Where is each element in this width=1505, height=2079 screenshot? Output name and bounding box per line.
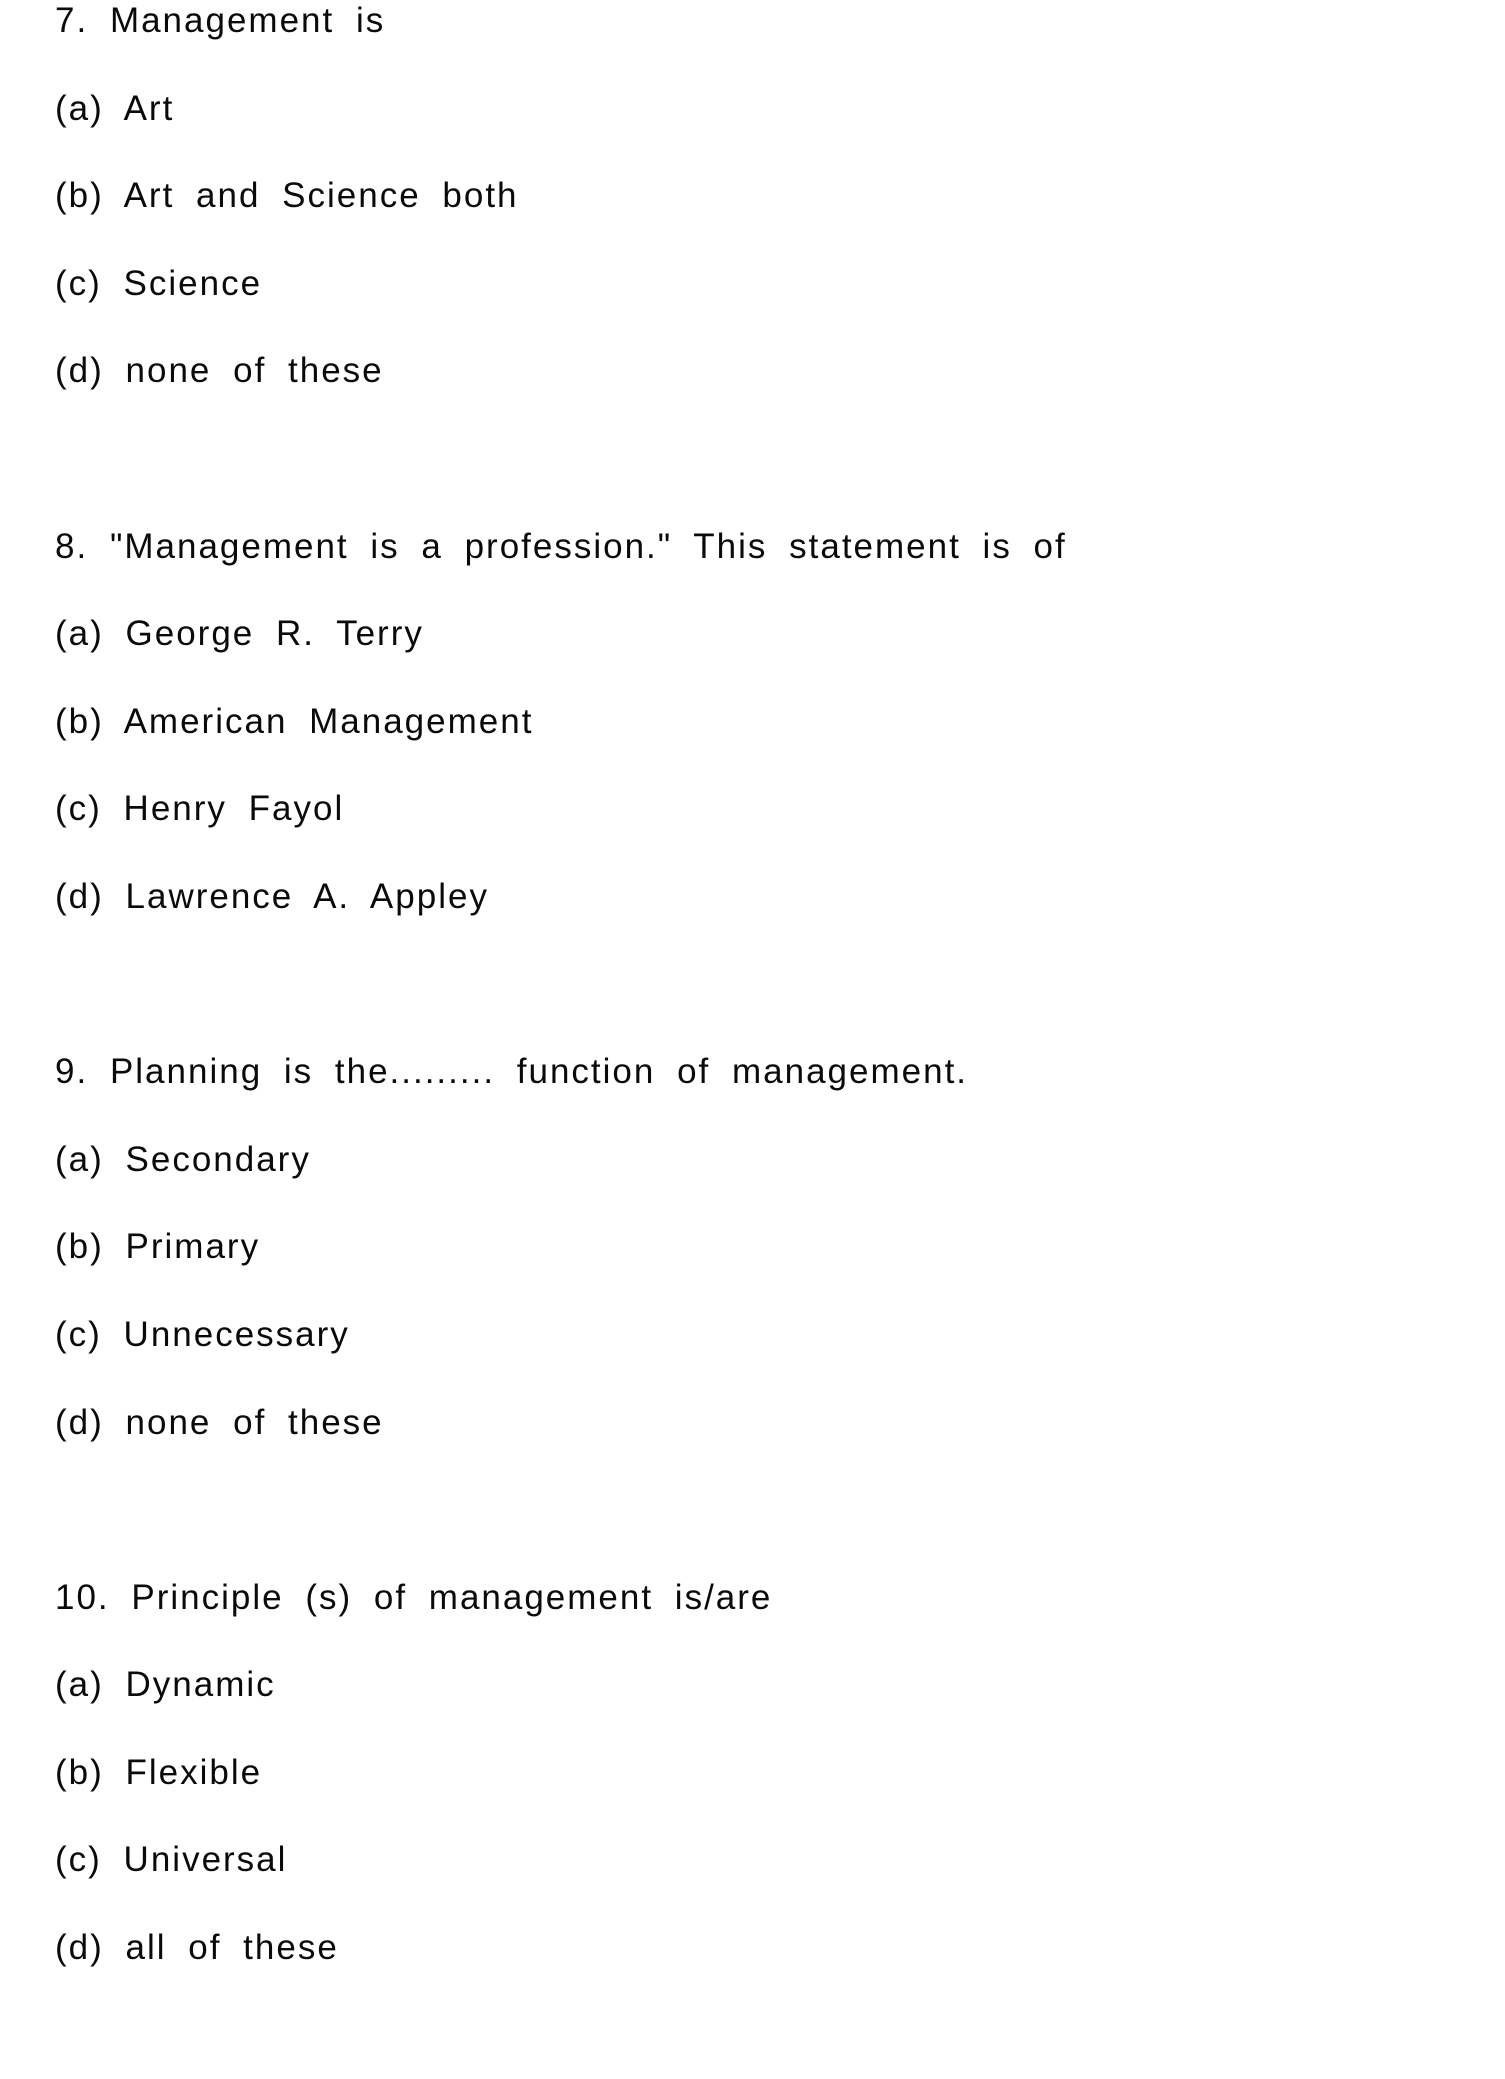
question-stem [55, 503, 1505, 591]
option-a [55, 590, 1505, 678]
option-text: Flexible [125, 1752, 263, 1792]
question-text: Planning is the......... function of management. [109, 1052, 969, 1092]
question-stem [55, 1028, 1505, 1116]
option-b [55, 1729, 1505, 1817]
option-d [55, 327, 1505, 415]
option-label: (a) [55, 1665, 104, 1705]
question-text: Management is [109, 1, 386, 40]
option-label: (c) [55, 263, 102, 303]
option-text: American Management [123, 701, 534, 741]
option-a [55, 1116, 1505, 1204]
option-text: Unnecessary [123, 1314, 350, 1354]
option-label: (a) [55, 614, 104, 654]
option-d [55, 1379, 1505, 1467]
option-a [55, 1641, 1505, 1729]
question-10 [55, 1554, 1505, 1992]
option-label: (d) [55, 1402, 104, 1442]
option-text: none of these [125, 351, 384, 391]
option-text: Primary [125, 1227, 261, 1267]
option-b [55, 678, 1505, 766]
option-label: (c) [55, 1840, 102, 1880]
option-text: Art [123, 88, 175, 128]
question-number: 9. [55, 1052, 89, 1092]
option-label: (d) [55, 351, 104, 391]
option-text: Art and Science both [123, 176, 519, 216]
option-label: (d) [55, 876, 104, 916]
option-label: (c) [55, 789, 102, 829]
option-c [55, 1291, 1505, 1379]
question-text: "Management is a profession." This statement is of [109, 526, 1067, 566]
question-8 [55, 503, 1505, 941]
option-label: (b) [55, 1752, 104, 1792]
option-a [55, 65, 1505, 153]
option-label: (c) [55, 1314, 102, 1354]
option-text: Science [123, 263, 263, 303]
option-text: Secondary [125, 1139, 311, 1179]
option-d [55, 853, 1505, 941]
option-b [55, 1203, 1505, 1291]
mcq-document [55, 0, 1505, 2079]
option-label: (b) [55, 176, 104, 216]
option-text: Henry Fayol [123, 789, 345, 829]
option-c [55, 240, 1505, 328]
question-number: 10. [55, 1577, 110, 1617]
option-label: (b) [55, 701, 104, 741]
option-b [55, 152, 1505, 240]
option-text: none of these [125, 1402, 384, 1442]
option-label: (a) [55, 88, 104, 128]
option-text: Universal [123, 1840, 288, 1880]
option-text: Lawrence A. Appley [125, 876, 489, 916]
option-label: (d) [55, 1928, 104, 1968]
question-stem [55, 0, 1505, 65]
option-label: (a) [55, 1139, 104, 1179]
question-9 [55, 1028, 1505, 1466]
option-text: all of these [125, 1928, 339, 1968]
option-text: George R. Terry [125, 614, 424, 654]
question-number: 8. [55, 526, 89, 566]
option-c [55, 765, 1505, 853]
question-text: Principle (s) of management is/are [131, 1577, 773, 1617]
question-7 [55, 0, 1505, 415]
option-c [55, 1816, 1505, 1904]
option-label: (b) [55, 1227, 104, 1267]
option-text: Dynamic [125, 1665, 276, 1705]
question-number: 7. [55, 1, 89, 40]
question-stem [55, 1554, 1505, 1642]
option-d [55, 1904, 1505, 1992]
